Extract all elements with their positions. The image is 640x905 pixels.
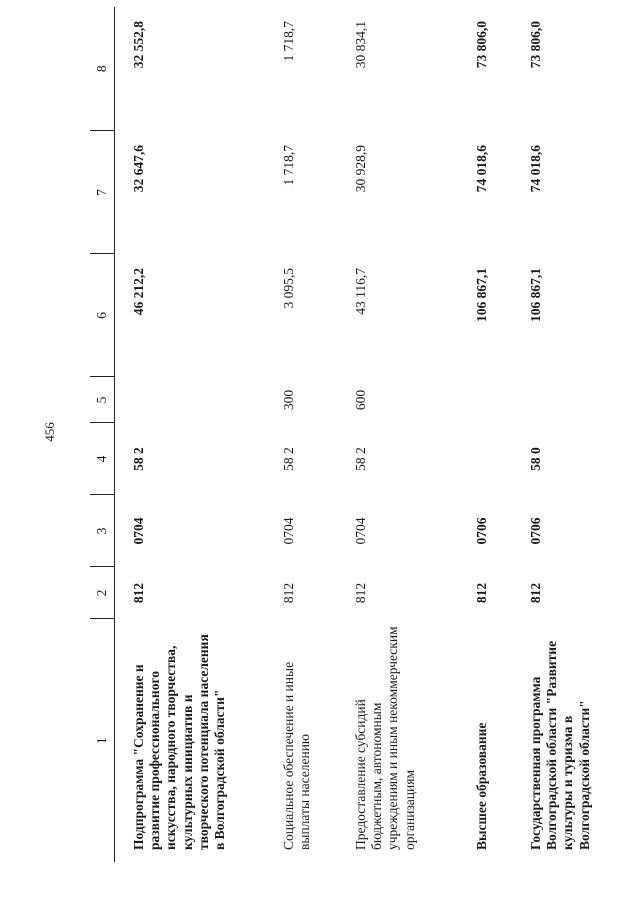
target-article-cell: 58 2 [353,447,368,471]
expense-type-cell [512,377,618,423]
expense-type-cell: 600 [353,389,368,411]
amount-cell-col7: 74 018,6 [528,145,543,193]
amount-cell-col6: 46 212,2 [131,268,146,316]
column-header: 3 [90,495,115,567]
amount-cell-col6: 106 867,1 [528,268,543,322]
ministry-code-cell: 812 [474,582,489,604]
ministry-code-cell: 812 [353,582,368,604]
ministry-code-cell: 812 [131,582,146,604]
row-name-cell: Высшее образование [474,722,489,850]
target-article-cell: 58 2 [281,447,296,471]
section-code-cell: 0706 [528,517,543,545]
column-header: 6 [90,254,115,377]
amount-cell-col8: 73 806,0 [474,21,489,69]
section-code-cell: 0704 [131,517,146,545]
table-row [337,7,458,862]
table-row [512,7,618,862]
amount-cell-col6: 3 095,5 [281,268,296,309]
section-code-cell: 0706 [474,517,489,545]
page-number: 456 [42,422,57,442]
amount-cell-col6: 106 867,1 [474,268,489,322]
target-article-cell: 58 2 [131,447,146,471]
section-code-cell: 0704 [353,517,368,545]
ministry-code-cell: 812 [281,582,296,604]
amount-cell-col7: 1 718,7 [281,145,296,186]
amount-cell-col8: 1 718,7 [281,21,296,62]
section-code-cell: 0704 [281,517,296,545]
ministry-code-cell: 812 [528,582,543,604]
row-name-cell: Государственная программа Волгоградской области "Развитие культуры и туризма в Волгоградской области" [528,640,592,850]
row-name-cell: Подпрограмма "Сохранение и развитие профессионального искусства, народного творчества, культурных инициатив и творческого потенциала населения в Волгоградской области" [131,634,227,850]
column-header: 8 [90,7,115,131]
amount-cell-col7: 74 018,6 [474,145,489,193]
column-header: 1 [90,619,115,862]
row-name-cell: Социальное обеспечение и иные выплаты населению [281,661,313,850]
amount-cell-col8: 30 834,1 [353,21,368,69]
row-name-cell: Предоставление субсидий бюджетным, автономным учреждениям и иным некоммерческим организациям [353,626,417,850]
column-header: 5 [90,377,115,423]
column-header: 7 [90,131,115,254]
target-article-cell [458,423,512,495]
expense-type-cell [115,377,266,423]
expense-type-cell: 300 [281,389,296,411]
budget-table [90,7,618,862]
table-row [458,7,512,862]
amount-cell-col6: 43 116,7 [353,268,368,315]
table-header-row [90,7,115,862]
table-row [265,7,337,862]
amount-cell-col8: 32 552,8 [131,21,146,69]
table-row [115,7,266,862]
column-header: 2 [90,567,115,619]
target-article-cell: 58 0 [528,447,543,471]
amount-cell-col8: 73 806,0 [528,21,543,69]
amount-cell-col7: 30 928,9 [353,145,368,193]
expense-type-cell [458,377,512,423]
column-header: 4 [90,423,115,495]
rotated-table-container [90,7,640,862]
amount-cell-col7: 32 647,6 [131,145,146,193]
